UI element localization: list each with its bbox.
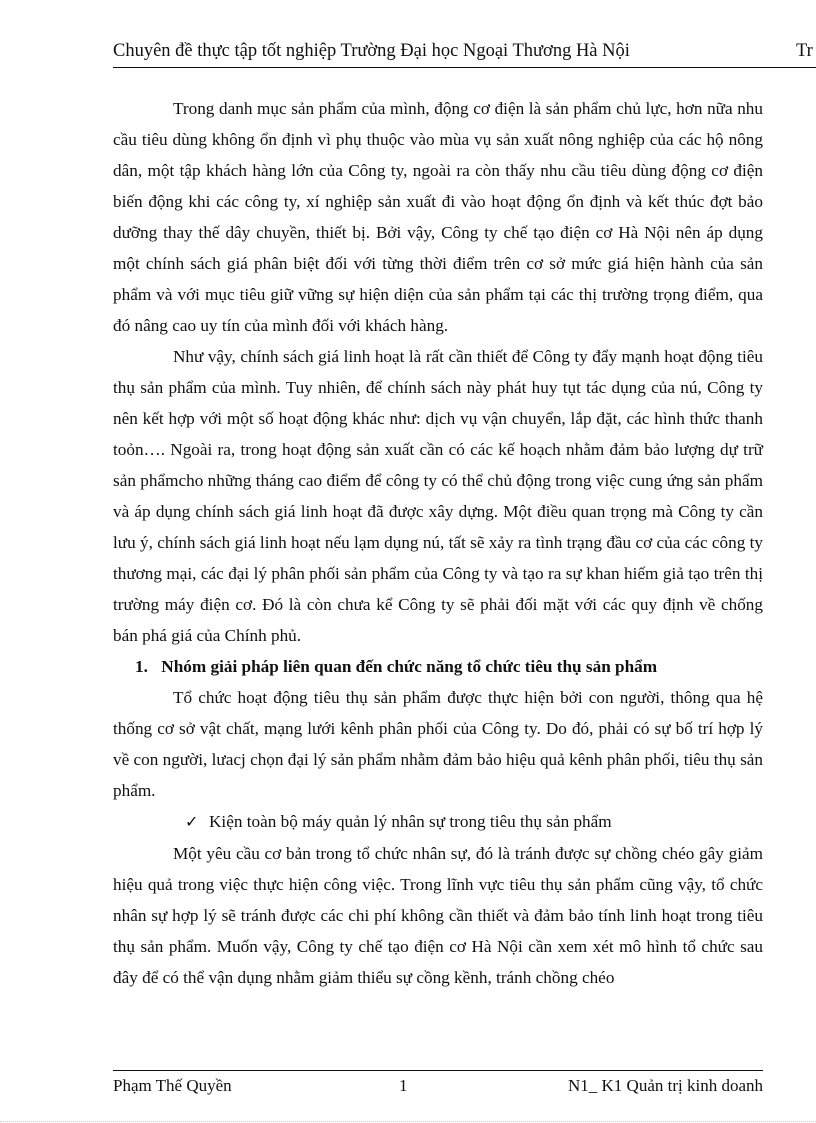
section-number: 1. (135, 657, 148, 676)
header-rule (113, 67, 816, 68)
check-item-text: Kiện toàn bộ máy quản lý nhân sự trong tiêu thụ sản phẩm (209, 812, 612, 831)
paragraph-4: Một yêu cầu cơ bản trong tổ chức nhân sự, đó là tránh được sự chồng chéo gây giảm hiệu quả trong việc thực hiện công việc. Trong lĩnh vực tiêu thụ sản phẩm cũng vậy, tổ chức nhân sự hợp lý sẽ tránh được các chi phí không cần thiết và đảm bảo tính linh hoạt trong tiêu thụ sản phẩm. Muốn vậy, Công ty chế tạo điện cơ Hà Nội cần xem xét mô hình tổ chức sau đây để có thể vận dụng nhằm giảm thiểu sự cồng kềnh, tránh chồng chéo (113, 844, 763, 987)
check-list-item (113, 806, 763, 838)
page-number: 1 (399, 1076, 408, 1095)
header-clipped-text: Tr (796, 41, 813, 61)
header-title: Chuyên đề thực tập tốt nghiệp Trường Đại học Ngoại Thương Hà Nội (113, 41, 630, 61)
footer-author: Phạm Thế Quyền (113, 1076, 232, 1095)
paragraph-1: Trong danh mục sản phẩm của mình, động cơ điện là sản phẩm chủ lực, hơn nữa nhu cầu tiêu dùng không ổn định vì phụ thuộc vào mùa vụ sản xuất nông nghiệp của các hộ nông dân, một tập khách hàng lớn của Công ty, ngoài ra còn thấy nhu cầu tiêu dùng động cơ điện biến động khi các công ty, xí nghiệp sản xuất đi vào hoạt động ổn định và kết thúc đợt bảo dưỡng thay thế dây chuyền, thiết bị. Bởi vậy, Công ty chế tạo điện cơ Hà Nội nên áp dụng một chính sách giá phân biệt đối với từng thời điểm trên cơ sở mức giá hiện hành của sản phẩm và với mục tiêu giữ vững sự hiện diện của sản phẩm tại các thị trường trọng điểm, qua đó nâng cao uy tín của mình đối với khách hàng. (113, 99, 763, 335)
page-header (113, 40, 816, 70)
page-bottom-dotted-line (0, 1121, 816, 1122)
page-footer (113, 1075, 763, 1099)
section-heading-text: Nhóm giải pháp liên quan đến chức năng tổ chức tiêu thụ sản phẩm (161, 657, 658, 676)
check-icon: ✓ (185, 814, 199, 831)
footer-class: N1_ K1 Quản trị kinh doanh (567, 1076, 763, 1095)
paragraph-2: Như vậy, chính sách giá linh hoạt là rất cần thiết để Công ty đẩy mạnh hoạt động tiêu thụ sản phẩm của mình. Tuy nhiên, để chính sách này phát huy tụt tác dụng của nú, Công ty nên kết hợp với một số hoạt động khác như: dịch vụ vận chuyển, lắp đặt, các hình thức thanh toỏn…. Ngoài ra, trong hoạt động sản xuất cần có các kế hoạch nhằm đảm bảo lượng dự trữ sản phẩmcho những tháng cao điểm để công ty có thể chủ động trong việc cung ứng sản phẩm và áp dụng chính sách giá linh hoạt đã được xây dựng. Một điều quan trọng mà Công ty cần lưu ý, chính sách giá linh hoạt nếu lạm dụng nú, tất sẽ xảy ra tình trạng đầu cơ của các công ty thương mại, các đại lý phân phối sản phẩm của Công ty và tạo ra sự khan hiếm giả tạo trên thị trường máy điện cơ. Đó là còn chưa kể Công ty sẽ phải đối mặt với các quy định về chống bán phá giá của Chính phủ. (113, 347, 763, 645)
paragraph-3: Tổ chức hoạt động tiêu thụ sản phẩm được thực hiện bởi con người, thông qua hệ thống cơ sở vật chất, mạng lưới kênh phân phối của Công ty. Do đó, phải có sự bố trí hợp lý về con người, lưacj chọn đại lý sản phẩm nhằm đảm bảo hiệu quả kênh phân phối, tiêu thụ sản phẩm. (113, 688, 763, 800)
document-body (113, 93, 763, 993)
section-heading (113, 651, 763, 682)
footer-rule (113, 1070, 763, 1071)
